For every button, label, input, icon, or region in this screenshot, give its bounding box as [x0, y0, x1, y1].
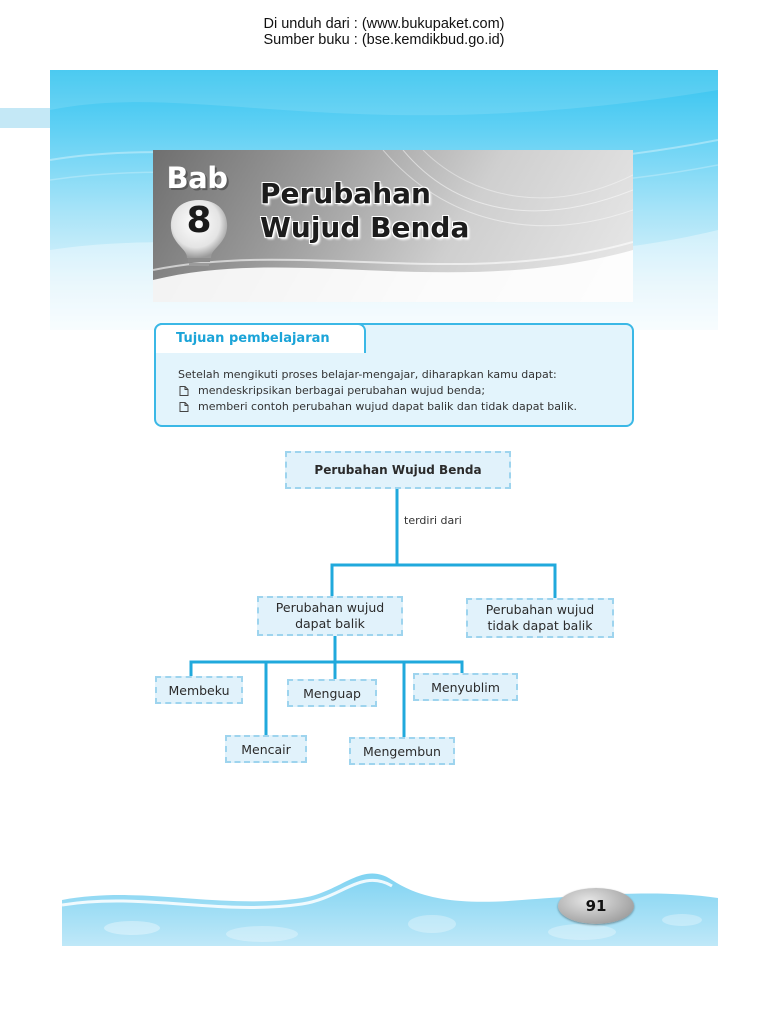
node-label-line1: Perubahan wujud: [275, 600, 385, 615]
objectives-heading: Tujuan pembelajaran: [176, 331, 330, 346]
concept-leaf-membeku: [155, 676, 243, 704]
page-number-badge: 91: [558, 888, 634, 924]
chapter-title-line1: Perubahan: [260, 177, 431, 210]
objective-text-1: mendeskripsikan berbagai perubahan wujud benda;: [198, 384, 486, 397]
concept-root-label: Perubahan Wujud Benda: [314, 463, 482, 477]
node-label-line1: Perubahan wujud: [485, 602, 595, 617]
chapter-title-line2: Wujud Benda: [260, 211, 470, 244]
concept-leaf-mengembun: [349, 737, 455, 765]
node-label-line2: dapat balik: [295, 616, 365, 631]
leaf-label: Mencair: [241, 741, 291, 757]
objective-text-2: memberi contoh perubahan wujud dapat balik dan tidak dapat balik.: [198, 400, 577, 413]
leaf-label: Mengembun: [363, 743, 441, 759]
source-book-line: Sumber buku : (bse.kemdikbud.go.id): [263, 32, 505, 48]
concept-leaf-menyublim: [413, 673, 518, 701]
leaf-label: Menguap: [303, 685, 361, 701]
concept-leaf-mencair: [225, 735, 307, 763]
objectives-intro: Setelah mengikuti proses belajar-mengajar, diharapkan kamu dapat:: [178, 368, 557, 381]
concept-node-irreversible: [466, 598, 614, 638]
node-label-line2: tidak dapat balik: [487, 618, 593, 633]
chapter-label: Bab: [166, 161, 228, 195]
edge-label-terdiri-dari: terdiri dari: [404, 514, 462, 527]
leaf-label: Membeku: [168, 682, 230, 698]
source-download-line: Di unduh dari : (www.bukupaket.com): [263, 16, 505, 32]
concept-node-reversible: [257, 596, 403, 636]
concept-leaf-menguap: [287, 679, 377, 707]
chapter-number: 8: [186, 200, 212, 241]
leaf-label: Menyublim: [431, 679, 500, 695]
concept-root-node: [285, 451, 511, 489]
